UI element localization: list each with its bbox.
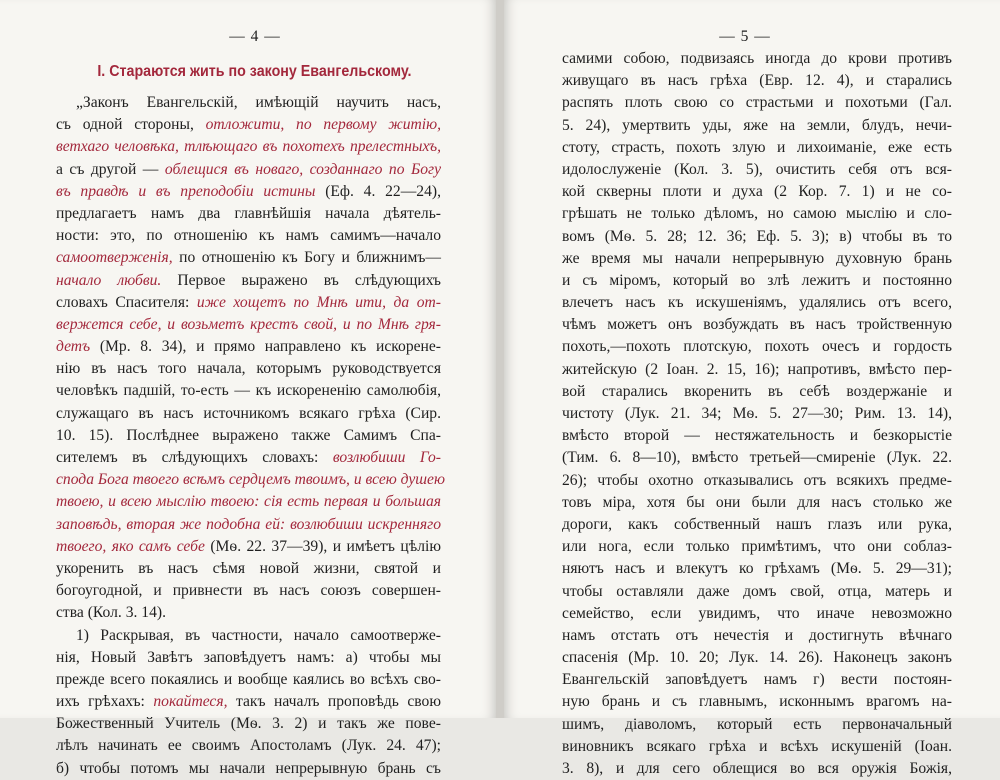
body-text: распять плоть свою со страстьми и похотьми (Гал. <box>562 94 952 112</box>
text-line <box>56 669 441 691</box>
scripture-quote: спода Бога твоего всѣмъ сердцемъ твоимъ, и всею душею <box>56 471 445 489</box>
body-text: чтобы оставляли даже домъ свой, отца, матерь и <box>562 582 952 600</box>
text-line <box>56 735 441 757</box>
text-line <box>562 625 952 647</box>
body-text: 5. 24), умертвить уды, яже на земли, блудъ, нечи- <box>562 116 952 134</box>
text-line <box>562 669 952 691</box>
text-line <box>56 181 441 203</box>
body-text: виновникъ всякаго грѣха и всѣхъ искушеній (Іоан. <box>562 737 952 755</box>
text-line <box>56 159 441 181</box>
body-text: лѣлъ начинать ее своимъ Апостоламъ (Лук. 24. 47); <box>56 737 441 755</box>
text-line <box>56 292 441 314</box>
text-line <box>56 225 441 247</box>
body-text: ихъ грѣхахъ: <box>56 693 154 711</box>
body-text: прежде всего покаялись и вообще каялись во всѣхъ сво- <box>56 670 441 688</box>
body-text: 1) Раскрывая, въ частности, начало самоотверже- <box>76 626 441 644</box>
body-text: (Мѳ. 22. 37—39), и имѣетъ цѣлію <box>204 537 441 555</box>
text-line <box>562 181 952 203</box>
body-text: а съ другой — <box>56 160 165 178</box>
text-line <box>562 137 952 159</box>
text-line <box>562 691 952 713</box>
body-text: похоть,—похоть плотскую, похоть очесъ и гордость <box>562 338 952 356</box>
body-text: ности: это, по отношенію къ намъ самимъ—начало <box>56 227 441 245</box>
body-text: кой скверны плоти и духа (2 Кор. 7. 1) и не со- <box>562 183 952 201</box>
text-line <box>562 492 952 514</box>
body-text: дороги, какъ собственный нашъ глазъ или рука, <box>562 515 952 533</box>
text-line <box>56 447 441 469</box>
text-line <box>56 758 441 780</box>
text-line <box>562 714 952 736</box>
scripture-quote: заповѣдь, вторая же подобна ей: возлюбиши искренняго <box>56 515 441 533</box>
body-text: житейскую (2 Іоан. 2. 15, 16); напротивъ, вмѣсто пер- <box>562 360 952 378</box>
text-line <box>562 603 952 625</box>
body-text: грѣшать не только дѣломъ, но самою мыслію и сло- <box>562 205 952 223</box>
body-text: укоренить въ насъ сѣмя новой жизни, святой и <box>56 559 441 577</box>
body-text: (Мр. 8. 34), и прямо направлено къ искорене- <box>90 338 441 356</box>
body-text: самими собою, подвизаясь иногда до крови противъ <box>562 50 952 67</box>
body-text: стоту, страсть, похоть злую и лихоиманіе, еже есть <box>562 138 952 156</box>
scripture-quote: самоотверженія, <box>56 249 173 267</box>
text-line <box>56 314 441 336</box>
body-text: чѣмъ можетъ онъ возбуждать въ насъ тройственную <box>562 316 952 334</box>
text-line <box>56 691 441 713</box>
text-line <box>56 247 441 269</box>
text-line <box>56 358 441 380</box>
text-line <box>562 292 952 314</box>
body-text: нію въ насъ того начала, которымъ руководствуется <box>56 360 441 378</box>
body-text: (Еф. 4. 22—24), <box>315 182 441 200</box>
body-text: Евангельскій заповѣдуетъ намъ г) вести постоян- <box>562 671 952 689</box>
text-line <box>562 514 952 536</box>
text-line <box>56 425 441 447</box>
text-line <box>562 536 952 558</box>
body-text: вомъ (Мѳ. 5. 28; 12. 36; Еф. 5. 3); в) чтобы въ то <box>562 227 952 245</box>
text-line <box>56 270 441 292</box>
scripture-quote: детъ <box>56 338 91 356</box>
scripture-quote: въ правдѣ и въ преподобіи истины <box>56 182 316 200</box>
text-line <box>56 580 441 602</box>
text-line <box>562 558 952 580</box>
text-line <box>562 226 952 248</box>
body-text: такъ началъ проповѣдь свою <box>227 693 441 711</box>
text-line <box>562 425 952 447</box>
left-page <box>0 0 496 777</box>
body-text: по отношенію къ Богу и ближнимъ— <box>172 249 441 267</box>
text-line <box>56 203 441 225</box>
text-line <box>56 536 441 558</box>
scripture-quote: вержется себе, и возьметъ крестъ свой, и по Мнѣ гря- <box>56 315 441 333</box>
body-text: Первое выражено въ слѣдующихъ <box>161 271 441 289</box>
text-line <box>56 514 441 536</box>
body-text: (Тим. 6. 8—10), вмѣсто третьей—смиреніе (Лук. 22. <box>562 449 952 467</box>
text-line <box>562 314 952 336</box>
body-text: 26); чтобы охотно отказывались отъ всякихъ предме- <box>562 471 952 489</box>
text-line <box>562 92 952 114</box>
text-line <box>562 381 952 403</box>
text-line <box>562 447 952 469</box>
body-text: „Законъ Евангельскій, имѣющій научить насъ, <box>76 94 441 111</box>
text-line <box>56 114 441 136</box>
body-text: словахъ Спасителя: <box>56 293 197 311</box>
scripture-quote: отложити, по первому житію, <box>205 116 442 134</box>
body-text: ства (Кол. 3. 14). <box>56 604 166 622</box>
right-page-text <box>562 48 952 780</box>
book-gutter <box>496 0 504 718</box>
scripture-quote: твоего, яко самъ себе <box>56 537 205 555</box>
body-text: богоугодной, и привнести въ насъ союзъ совершен- <box>56 582 441 600</box>
text-line <box>562 248 952 270</box>
body-text: же время мы начали непрерывную духовную брань <box>562 249 952 267</box>
text-line <box>562 336 952 358</box>
body-text: Божественный Учитель (Мѳ. 3. 2) и такъ же повe- <box>56 715 441 733</box>
body-text: или нога, если только примѣтимъ, что они соблаз- <box>562 538 952 556</box>
body-text: живущаго въ насъ грѣха (Евр. 12. 4), и старались <box>562 72 952 90</box>
body-text: человѣкъ падшій, то-есть — къ искорененію самолюбія, <box>56 382 441 400</box>
text-line <box>562 70 952 92</box>
text-line <box>56 380 441 402</box>
left-page-text <box>56 92 445 780</box>
body-text: семейство, если увидимъ, что иначе невозможно <box>562 604 952 622</box>
text-line <box>562 359 952 381</box>
body-text: намъ отстать отъ нечестія и достигнуть вѣчнаго <box>562 626 952 644</box>
section-heading: I. Стараются жить по закону Евангельскому. <box>97 63 412 80</box>
scripture-quote: облещися въ новаго, созданнаго по Богу <box>164 160 441 178</box>
text-line <box>56 469 445 491</box>
text-line <box>56 491 441 513</box>
body-text: влечетъ насъ къ искушеніямъ, удалялись отъ всего, <box>562 294 952 312</box>
scripture-quote: ветхаго человѣка, тлѣющаго въ похотехъ прелестныхъ, <box>56 138 441 156</box>
body-text: нія, Новый Завѣтъ заповѣдуетъ намъ: а) чтобы мы <box>56 648 441 666</box>
body-text: спасенія (Мр. 10. 20; Лук. 14. 26). Наконецъ законъ <box>562 649 952 667</box>
scripture-quote: иже хощетъ по Мнѣ ити, да от- <box>196 293 441 311</box>
body-text: вой старались вкоренить въ себѣ воздержаніе и <box>562 382 952 400</box>
body-text: няютъ насъ и влекутъ ко грѣхамъ (Мѳ. 5. 29—31); <box>562 560 952 578</box>
text-line <box>562 581 952 603</box>
text-line <box>562 736 952 758</box>
text-line <box>56 647 441 669</box>
body-text: 3. 8), и для сего облещися во вся оружія Божія, <box>562 760 952 777</box>
text-line <box>56 625 441 647</box>
text-line <box>56 336 441 358</box>
body-text: съ одной стороны, <box>56 116 206 134</box>
text-line <box>562 115 952 137</box>
text-line <box>562 758 952 780</box>
body-text: б) чтобы потомъ мы начали непрерывную брань съ <box>56 759 441 777</box>
body-text: и съ міромъ, который во злѣ лежитъ и постоянно <box>562 271 952 289</box>
right-page <box>504 0 1000 777</box>
page-number: — 5 — <box>719 28 771 45</box>
scripture-quote: покайтеся, <box>153 693 228 711</box>
text-line <box>56 92 441 114</box>
page-number: — 4 — <box>229 28 281 45</box>
body-text: товъ міра, хотя бы они были для насъ столько же <box>562 493 952 511</box>
scripture-quote: твоею, и всею мыслію твоею: сія есть первая и большая <box>56 493 441 511</box>
body-text: сителемъ въ слѣдующихъ словахъ: <box>56 449 333 466</box>
text-line <box>562 470 952 492</box>
text-line <box>562 48 952 70</box>
text-line <box>56 558 441 580</box>
text-line <box>56 602 441 624</box>
text-line <box>562 270 952 292</box>
body-text: шимъ, діаволомъ, который есть первоначальный <box>562 715 952 733</box>
text-line <box>562 647 952 669</box>
body-text: ную брань и съ главнымъ, исконнымъ врагомъ на- <box>562 693 952 711</box>
body-text: чистоту (Лук. 21. 34; Мѳ. 5. 27—30; Рим. 13. 14), <box>562 405 952 422</box>
body-text: вмѣсто второй — нестяжательность и безкорыстіе <box>562 427 952 445</box>
scripture-quote: начало любви. <box>56 271 162 289</box>
scripture-quote: возлюбиши Го- <box>332 449 441 466</box>
text-line <box>56 403 441 425</box>
body-text: идолослуженіе (Кол. 3. 5), очистить себя отъ вся- <box>562 160 952 178</box>
text-line <box>562 403 952 425</box>
text-line <box>562 159 952 181</box>
text-line <box>56 136 441 158</box>
text-line <box>562 203 952 225</box>
text-line <box>56 713 441 735</box>
body-text: предлагаетъ намъ два главнѣйшія начала дѣятель- <box>56 204 441 222</box>
body-text: служащаго въ насъ источникомъ всякаго грѣха (Сир. <box>56 404 441 422</box>
body-text: 10. 15). Послѣднее выражено также Самимъ Спа- <box>56 426 441 444</box>
